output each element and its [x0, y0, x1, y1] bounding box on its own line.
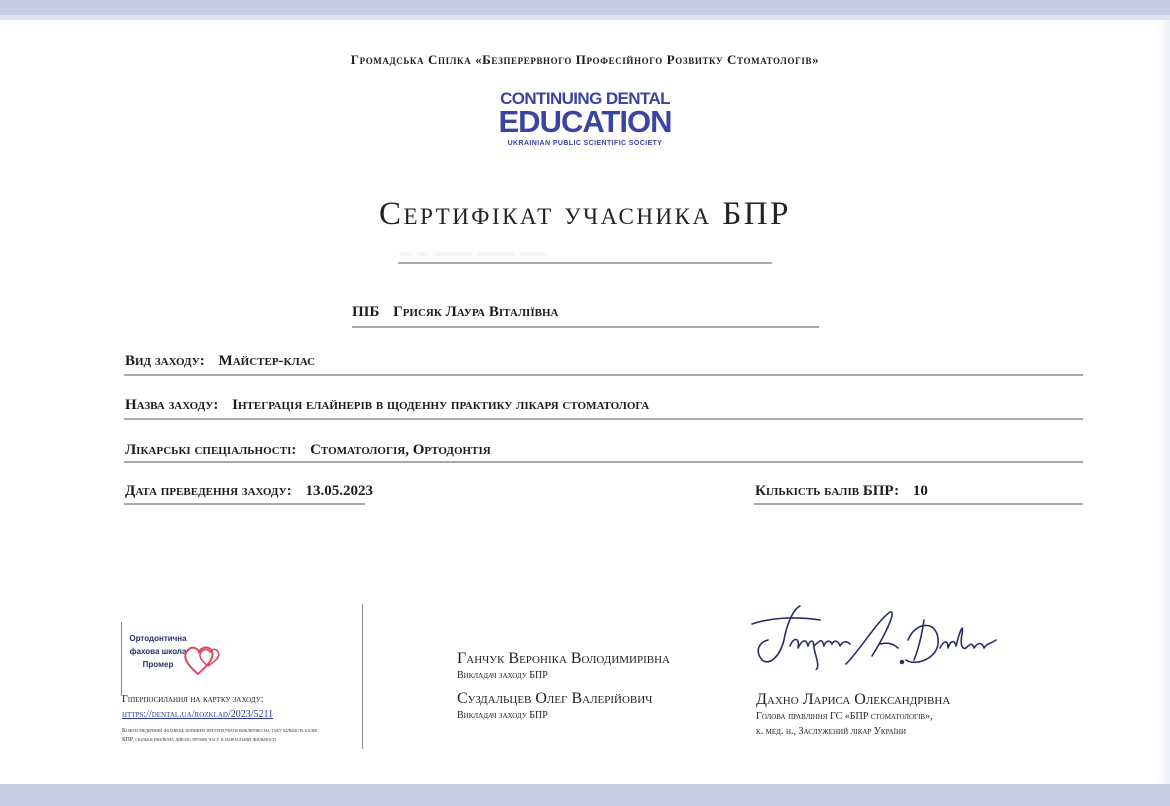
- participant-underline: [352, 326, 819, 328]
- organization-name: Громадська Спілка «Безперервного Професійного Розвитку Стоматологів»: [350, 52, 820, 67]
- event-card-link[interactable]: https://dental.ua/rozklad/2023/5211: [122, 709, 274, 720]
- logo-line-2: EDUCATION: [498, 104, 672, 139]
- specialties-underline: [124, 461, 1083, 463]
- certificate-title: Сертифікат учасника БПР: [379, 196, 791, 232]
- points-field: [755, 483, 928, 500]
- participant-label: ПІБ: [352, 304, 380, 320]
- event-name-field: [125, 397, 649, 414]
- number-underline: [398, 262, 772, 264]
- head-role-line-1: Голова правління ГС «БПР стоматологів»,: [756, 711, 933, 722]
- participant-value: Грисяк Лаура Віталіївна: [393, 304, 559, 320]
- lecturer-2-role: Викладач заходу БПР: [457, 710, 548, 721]
- points-underline: [754, 503, 1083, 505]
- cde-logo: [470, 90, 700, 160]
- bottom-border-band: [0, 784, 1170, 806]
- top-border-band: [0, 0, 1170, 20]
- partner-text-line-2: фахова школа: [129, 647, 187, 656]
- partner-text-line-3: Промер: [142, 660, 174, 669]
- event-type-value: Майстер-клас: [218, 353, 316, 369]
- participant-field: [352, 304, 558, 321]
- lecturer-1-role: Викладач заходу БПР: [457, 670, 548, 681]
- event-date-field: [125, 483, 373, 500]
- event-date-underline: [124, 503, 365, 505]
- event-date-value: 13.05.2023: [305, 483, 373, 499]
- partner-logo: [126, 630, 236, 680]
- certificate-number-blurred: — — ——— ——— ——: [400, 246, 546, 260]
- head-name: Дахно Лариса Олександрівна: [756, 691, 951, 708]
- partner-divider: [121, 622, 122, 696]
- head-role-line-2: к. мед. н., Заслужений лікар України: [756, 726, 907, 737]
- event-type-underline: [124, 374, 1083, 376]
- partner-text-line-1: Ортодонтична: [129, 634, 187, 643]
- event-type-field: [125, 353, 315, 370]
- signature-divider: [362, 604, 363, 749]
- specialties-label: Лікарські спеціальності:: [125, 442, 297, 458]
- lecturer-1-name: Ганчук Вероніка Володимирівна: [457, 650, 670, 667]
- event-name-underline: [124, 418, 1083, 420]
- points-notice: Кожен медичний фахівець повинен претендувати виключно на таку кількість балів БПР, скільки він/вона дійсно провів часу в навчальній діяльності: [122, 728, 318, 743]
- event-date-label: Дата преведення заходу:: [125, 483, 292, 499]
- head-signature-icon: [750, 600, 1002, 670]
- lecturer-2-name: Суздальцев Олег Валерійович: [457, 690, 653, 707]
- logo-line-1: CONTINUING DENTAL: [500, 89, 670, 108]
- event-name-label: Назва заходу:: [125, 397, 219, 413]
- logo-line-3: UKRAINIAN PUBLIC SCIENTIFIC SOCIETY: [507, 140, 663, 147]
- specialties-value: Стоматологія, Ортодонтія: [310, 442, 491, 458]
- event-name-value: Інтеграція елайнерів в щоденну практику лікаря стоматолога: [232, 397, 650, 413]
- hearts-icon: [126, 630, 236, 680]
- points-label: Кількість балів БПР:: [755, 483, 900, 499]
- specialties-field: [125, 442, 491, 459]
- points-value: 10: [912, 483, 928, 499]
- link-label: Гіперпосилання на картку заходу:: [122, 694, 264, 705]
- page-edge-shadow: [1156, 20, 1170, 784]
- event-type-label: Вид заходу:: [125, 353, 205, 369]
